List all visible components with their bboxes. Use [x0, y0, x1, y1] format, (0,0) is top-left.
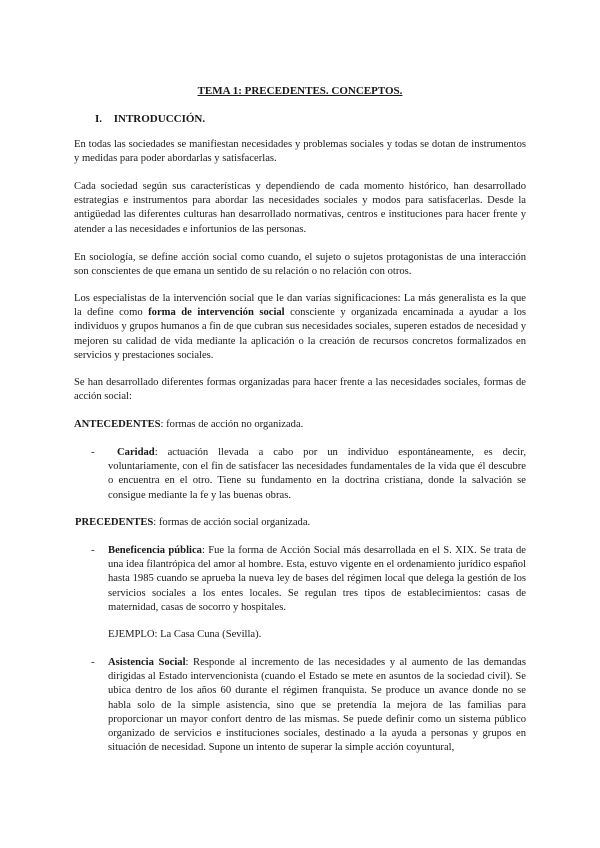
section-heading	[95, 112, 205, 126]
paragraph-1: En todas las sociedades se manifiestan necesidades y problemas sociales y todas se dotan de instrumentos y medidas para poder abordarlas y satisfacerlas.	[74, 139, 526, 165]
section-number: I.	[95, 113, 103, 125]
precedentes-text: : formas de acción social organizada.	[153, 517, 311, 528]
antecedentes-line	[74, 418, 303, 432]
bullet-dash-asistencia: -	[91, 657, 95, 668]
paragraph-4-text-b: consciente y organizada encaminada a ayudar a los individuos y grupos humanos a fin de que cubran sus necesidades sociales, superen estados de necesidad y mejoren su calidad de vida mediante la aplicación o la creación de recursos concretos formalizados en servicios y prestaciones sociales.	[74, 307, 526, 361]
beneficencia-item	[108, 544, 526, 615]
paragraph-2: Cada sociedad según sus características y dependiendo de cada momento histórico, han desarrollado estrategias e instrumentos para abordar las necesidades sociales y modos para satisfacerlas. Desde la antigüedad las diferentes culturas han desarrollado normativas, centros e instituciones para hacer frente y atender a las necesidades e infortunios de las personas.	[74, 181, 526, 235]
paragraph-4-text-a: Los especialistas de la intervención social que le dan varias significaciones: La más generalista es la que la define como	[74, 293, 526, 319]
paragraph-4	[74, 292, 526, 363]
asistencia-term: Asistencia Social	[108, 657, 186, 668]
page-title: TEMA 1: PRECEDENTES. CONCEPTOS.	[197, 85, 403, 97]
section-title: INTRODUCCIÓN.	[113, 113, 206, 125]
beneficencia-text: : Fue la forma de Acción Social más desarrollada en el S. XIX. Se trata de una idea filantrópica del amor al hombre. Esta, estuvo vigente en el ordenamiento jurídico español hasta 1985 cuando se aprueba la nueva ley de bases del régimen local que delega la gestión de los servicios sociales a los entes locales. Se regulan tres tipos de establecimientos: casas de maternidad, casas de socorro y hospitales.	[108, 545, 527, 613]
antecedentes-label: ANTECEDENTES	[74, 419, 161, 430]
precedentes-line	[75, 516, 310, 530]
asistencia-item	[108, 656, 526, 755]
bullet-dash-caridad: -	[91, 447, 95, 458]
antecedentes-text: : formas de acción no organizada.	[160, 419, 304, 430]
paragraph-3: En sociología, se define acción social como cuando, el sujeto o sujetos protagonistas de una interacción son conscientes de que emana un sentido de su relación o no relación con otros.	[74, 252, 526, 278]
paragraph-4-bold: forma de intervención social	[148, 307, 285, 319]
asistencia-text: : Responde al incremento de las necesidades y al aumento de las demandas dirigidas al Estado intervencionista (cuando el Estado se mete en asuntos de la sociedad civil). Se ubica dentro de los años 60 durante el régimen franquista. Se produce un avance donde no se habla solo de la simple asistencia, sino que se pretendía la mejora de las familias para proporcionar un mayor confort dentro de las mismas. Se puede definir como un sistema público organizado de servicios e instituciones sociales, destinado a la ayuda a personas y grupos en situación de necesidad. Supone un intento de superar la simple acción coyuntural,	[108, 657, 526, 754]
paragraph-5: Se han desarrollado diferentes formas organizadas para hacer frente a las necesidades sociales, formas de acción social:	[74, 377, 526, 403]
beneficencia-term: Beneficencia pública	[108, 545, 202, 556]
caridad-item	[108, 446, 526, 503]
precedentes-label: PRECEDENTES	[75, 517, 154, 528]
caridad-text: : actuación llevada a cabo por un individuo espontáneamente, es decir, voluntariamente, con el fin de satisfacer las necesidades fundamentales de la vida que él descubre o encuentra en el otro. Tiene su fundamento en la doctrina cristiana, donde la salvación se consigue mediante la fe y las buenas obras.	[108, 447, 526, 501]
ejemplo-line: EJEMPLO: La Casa Cuna (Sevilla).	[108, 629, 262, 640]
caridad-term: Caridad	[117, 447, 155, 458]
bullet-dash-beneficencia: -	[91, 545, 95, 556]
